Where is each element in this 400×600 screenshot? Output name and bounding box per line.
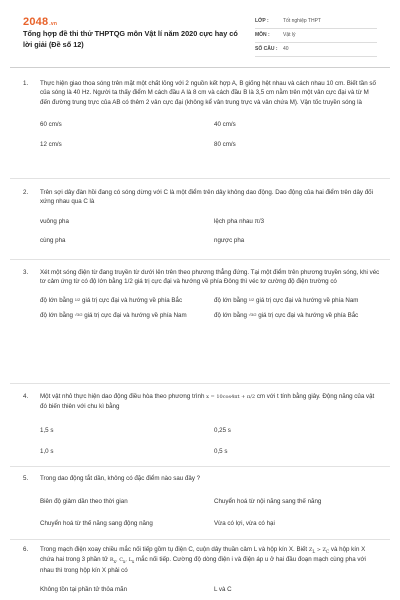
option-d[interactable]: Vừa có lợi, vừa có hại: [214, 519, 275, 527]
option-a[interactable]: độ lớn bằng 1/2 giá trị cực đại và hướng về phía Bắc: [40, 296, 183, 304]
question-text: Thực hiện giao thoa sóng trên mặt một chất lỏng với 2 nguồn kết hợp A, B giống hệt nhau và cách nhau 10 cm. Biết tần số của sóng là 40 Hz. Người ta thấy điểm M cách đầu A là 8 cm và cách đầu B là 3,5 cm nằm trên một vân cực đại và từ M đến đường trung trực của AB có thêm 2 vân cực đại (không kể vân trung trực và vân chứa M). Vận tốc truyền sóng là: [40, 80, 376, 106]
equation: $R_x$, $C_x$, $L_x$: [109, 557, 135, 565]
option-c[interactable]: cùng pha: [40, 236, 66, 244]
question-divider: [10, 539, 390, 540]
option-b[interactable]: 40 cm/s: [214, 120, 236, 128]
question-divider: [10, 259, 390, 260]
option-a[interactable]: 60 cm/s: [40, 120, 62, 128]
option-a[interactable]: Không tồn tại phần tử thỏa mãn: [40, 585, 128, 593]
option-b[interactable]: L và C: [214, 585, 232, 593]
option-d[interactable]: 80 cm/s: [214, 141, 236, 149]
option-b[interactable]: độ lớn bằng 1/2 giá trị cực đại và hướng về phía Nam: [214, 296, 359, 304]
option-a[interactable]: 1,5 s: [40, 426, 54, 434]
header-divider: [10, 67, 390, 68]
question-text: Trong mạch điện xoay chiều mắc nối tiếp gồm tụ điện C, cuộn dây thuần cảm L và hộp kín X. Biết $Z_L > Z_C$ và hộp kín X chứa hai trong 3 phần tử $R_x$, $C_x$, $L_x$ mắc nối tiếp. Cường độ dòng điện i và điện áp u ở hai đầu đoạn mạch cùng pha với nhau thì trong hộp kín X phải có: [40, 546, 366, 574]
question-1: 1. Thực hiện giao thoa sóng trên mặt một chất lỏng với 2 nguồn kết hợp A, B giống hệt nhau và cách nhau 10 cm. Biết tần số của sóng là 40 Hz. Người ta thấy điểm M cách đầu A là 8 cm và cách đầu B là 3,5 cm nằm trên một vân cực đại và từ M đến đường trung trực của AB có thêm 2 vân cực đại (không kể vân trung trực và vân chứa M). Vận tốc truyền sóng là 60 cm/s 40 cm/s 12 cm/s 80 cm/s: [23, 79, 380, 149]
option-d[interactable]: 0,5 s: [214, 448, 228, 456]
question-text: Trên sợi dây đàn hồi đang có sóng dừng với C là một điểm trên dây không dao động. Dao động của hai điểm trên dây đối xứng nhau qua C là: [40, 189, 373, 206]
question-text: Trong dao động tắt dần, không có đặc điểm nào sau đây ?: [40, 475, 201, 482]
info-row-count: SỐ CÂU : 40: [255, 43, 377, 57]
info-row-class: LỚP : Tốt nghiệp THPT: [255, 15, 377, 29]
option-a[interactable]: vuông pha: [40, 217, 69, 225]
question-4: 4. Một vật nhỏ thực hiện dao động điều hòa theo phương trình x = 10cos4πt + π/2 cm với t tính bằng giây. Động năng của vật đó biến thiên với chu kì bằng 1,5 s 0,25 s 1,0 s 0,5 s: [23, 392, 380, 456]
option-d[interactable]: độ lớn bằng √3/2 giá trị cực đại và hướng về phía Bắc: [214, 311, 359, 319]
info-row-subject: MÔN : Vật lý: [255, 29, 377, 43]
question-5: 5. Trong dao động tắt dần, không có đặc điểm nào sau đây ? Biên độ giảm dần theo thời gian Chuyển hoá từ nội năng sang thế năng Chuyển hoá từ thế năng sang động năng Vừa có lợi, vừa có hại: [23, 474, 380, 528]
question-divider: [10, 383, 390, 384]
option-c[interactable]: 1,0 s: [40, 448, 54, 456]
option-a[interactable]: Biên độ giảm dần theo thời gian: [40, 498, 128, 506]
question-divider: [10, 466, 390, 467]
option-b[interactable]: lệch pha nhau π/3: [214, 217, 265, 225]
question-divider: [10, 178, 390, 179]
option-c[interactable]: 12 cm/s: [40, 141, 62, 149]
page-title: Tổng hợp đề thi thử THPTQG môn Vật lí năm 2020 cực hay có lời giải (Đề số 12): [23, 29, 238, 49]
option-c[interactable]: Chuyển hoá từ thế năng sang động năng: [40, 519, 153, 527]
question-6: 6. Trong mạch điện xoay chiều mắc nối tiếp gồm tụ điện C, cuộn dây thuần cảm L và hộp kín X. Biết $Z_L > Z_C$ và hộp kín X chứa hai trong 3 phần tử $R_x$, $C_x$, $L_x$ mắc nối tiếp. Cường độ dòng điện i và điện áp u ở hai đầu đoạn mạch cùng pha với nhau thì trong hộp kín X phải có Không tồn tại phần tử thỏa mãn L và C: [23, 545, 380, 594]
option-c[interactable]: độ lớn bằng √3/2 giá trị cực đại và hướng về phía Nam: [40, 311, 187, 319]
option-d[interactable]: ngược pha: [214, 236, 245, 244]
equation: x = 10cos4πt + π/2: [206, 394, 256, 400]
option-b[interactable]: 0,25 s: [214, 426, 231, 434]
question-text: Một vật nhỏ thực hiện dao động điều hòa theo phương trình x = 10cos4πt + π/2 cm với t tính bằng giây. Động năng của vật đó biến thiên với chu kì bằng: [40, 393, 375, 410]
equation: $Z_L > Z_C$: [308, 547, 330, 554]
site-logo[interactable]: 2048.vn: [23, 16, 58, 28]
question-2: 2. Trên sợi dây đàn hồi đang có sóng dừng với C là một điểm trên dây không dao động. Dao động của hai điểm trên dây đối xứng nhau qua C là vuông pha lệch pha nhau π/3 cùng pha ngược pha: [23, 188, 380, 245]
info-table: [255, 15, 377, 57]
question-text: Xét một sóng điện từ đang truyền từ dưới lên trên theo phương thẳng đứng. Tại một điểm trên phương truyền sóng, khi véc tơ cảm ứng từ có độ lớn bằng 1/2 giá trị cực đại và hướng về phía Đông thì véc tơ cường độ điện trường có: [40, 269, 380, 286]
question-3: 3. Xét một sóng điện từ đang truyền từ dưới lên trên theo phương thẳng đứng. Tại một điểm trên phương truyền sóng, khi véc tơ cảm ứng từ có độ lớn bằng 1/2 giá trị cực đại và hướng về phía Đông thì véc tơ cường độ điện trường có độ lớn bằng 1/2 giá trị cực đại và hướng về phía Bắc độ lớn bằng 1/2 giá trị cực đại và hướng về phía Nam độ lớn bằng √3/2 giá trị cực đại và hướng về phía Nam độ lớn bằng √3/2 giá trị cực đại và hướng về phía Bắc: [23, 268, 380, 320]
option-b[interactable]: Chuyển hoá từ nội năng sang thế năng: [214, 498, 322, 506]
